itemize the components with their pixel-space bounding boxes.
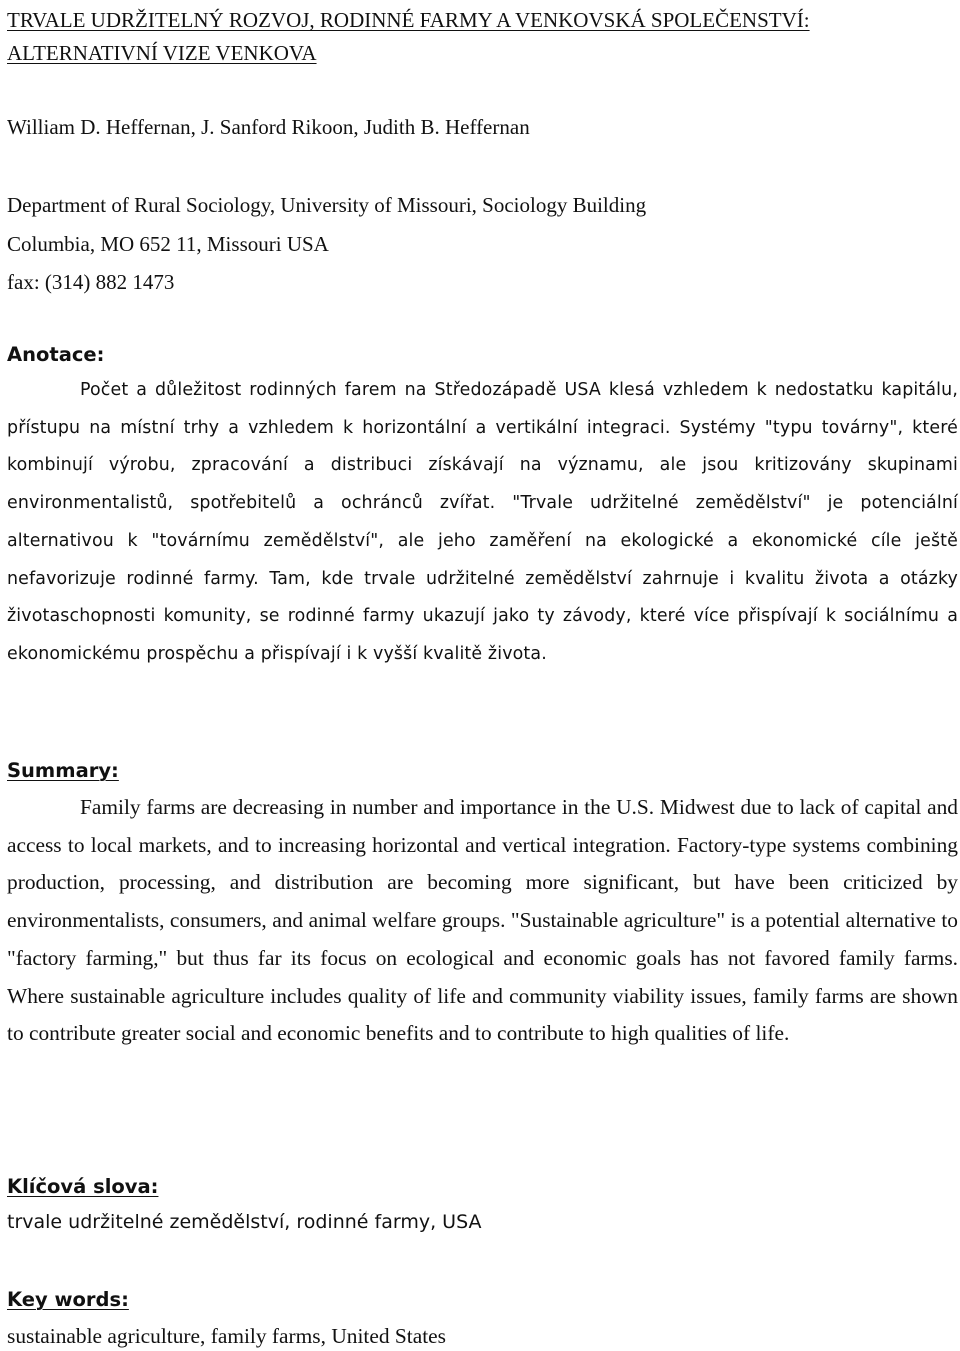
affiliation-block <box>7 186 646 302</box>
affiliation-department: Department of Rural Sociology, University of Missouri, Sociology Building <box>7 193 647 217</box>
klicova-slova-heading: Klíčová slova: <box>7 1175 159 1198</box>
anotace-paragraph: Počet a důležitost rodinných farem na Středozápadě USA klesá vzhledem k nedostatku kapitálu, přístupu na místní trhy a vzhledem k horizontální a vertikální integraci. Systémy "typu továrny", které kombinují výrobu, zpracování a distribuci získávají na významu, ale jsou kritizovány skupinami environmentalistů, spotřebitelů a ochránců zvířat. "Trvale udržitelné zemědělství" je potenciální alternativou k "továrnímu zemědělství", ale jeho zaměření na ekologické a ekonomické cíle ještě nefavorizuje rodinné farmy. Tam, kde trvale udržitelné zemědělství zahrnuje i kvalitu života a otázky životaschopnosti komunity, se rodinné farmy ukazují jako ty závody, které více přispívají k sociálnímu a ekonomickému prospěchu a přispívají i k vyšší kvalitě života. <box>7 380 958 664</box>
paper-title: TRVALE UDRŽITELNÝ ROZVOJ, RODINNÉ FARMY A VENKOVSKÁ SPOLEČENSTVÍ: ALTERNATIVNÍ VIZE VENKOVA <box>7 8 810 65</box>
summary-heading: Summary: <box>7 759 119 782</box>
affiliation-fax: fax: (314) 882 1473 <box>7 270 175 294</box>
klicova-slova-text: trvale udržitelné zemědělství, rodinné farmy, USA <box>7 1211 482 1233</box>
key-words-heading: Key words: <box>7 1288 129 1311</box>
anotace-heading: Anotace: <box>7 343 105 366</box>
key-words-text: sustainable agriculture, family farms, United States <box>7 1324 446 1348</box>
summary-paragraph: Family farms are decreasing in number and importance in the U.S. Midwest due to lack of capital and access to local markets, and to increasing horizontal and vertical integration. Factory-type systems combining production, processing, and distribution are becoming more significant, but have been criticized by environmentalists, consumers, and animal welfare groups. "Sustainable agriculture" is a potential alternative to "factory farming," but thus far its focus on ecological and economic goals has not favored family farms. Where sustainable agriculture includes quality of life and community viability issues, family farms are shown to contribute greater social and economic benefits and to contribute to high qualities of life. <box>7 795 958 1046</box>
author-list: William D. Heffernan, J. Sanford Rikoon, Judith B. Heffernan <box>7 115 530 139</box>
affiliation-address: Columbia, MO 652 11, Missouri USA <box>7 231 329 256</box>
